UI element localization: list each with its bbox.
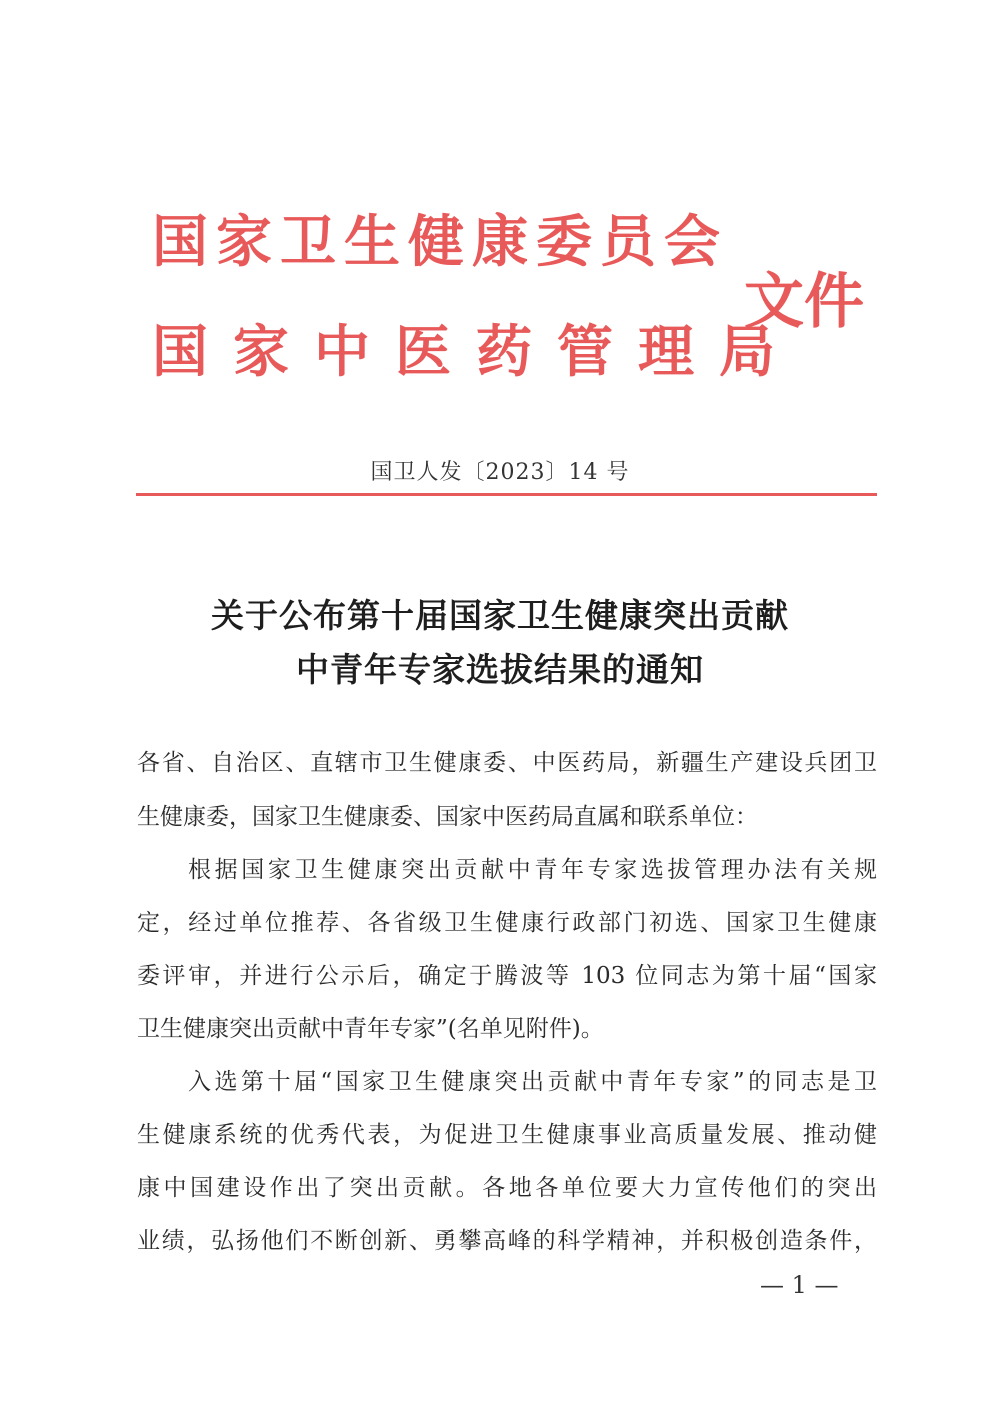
body-line: 入选第十届“国家卫生健康突出贡献中青年专家”的同志是卫: [188, 1069, 877, 1095]
body-line: 定，经过单位推荐、各省级卫生健康行政部门初选、国家卫生健康: [137, 910, 877, 936]
body-line: 康中国建设作出了突出贡献。各地各单位要大力宣传他们的突出: [137, 1175, 877, 1201]
page-number: — 1 —: [760, 1271, 839, 1299]
issuer-name-tcm-administration: 国家中医药管理局: [152, 319, 800, 385]
body-line: 卫生健康突出贡献中青年专家”(名单见附件)。: [137, 1016, 604, 1042]
body-line: 委评审，并进行公示后，确定于腾波等 103 位同志为第十届“国家: [137, 963, 877, 989]
body-line: 生健康系统的优秀代表，为促进卫生健康事业高质量发展、推动健: [137, 1122, 877, 1148]
body-line: 业绩，弘扬他们不断创新、勇攀高峰的科学精神，并积极创造条件，: [137, 1228, 877, 1254]
document-type-label: 文件: [744, 267, 864, 337]
notice-title-line-2: 中青年专家选拔结果的通知: [296, 650, 704, 689]
body-line: 根据国家卫生健康突出贡献中青年专家选拔管理办法有关规: [188, 857, 877, 883]
body-line: 各省、自治区、直辖市卫生健康委、中医药局，新疆生产建设兵团卫: [137, 750, 877, 776]
notice-title-line-1: 关于公布第十届国家卫生健康突出贡献: [211, 596, 789, 635]
document-number: 国卫人发〔2023〕14 号: [370, 460, 630, 485]
body-line: 生健康委，国家卫生健康委、国家中医药局直属和联系单位：: [137, 804, 758, 830]
red-divider-line: [136, 493, 877, 496]
issuer-name-health-commission: 国家卫生健康委员会: [152, 209, 728, 275]
